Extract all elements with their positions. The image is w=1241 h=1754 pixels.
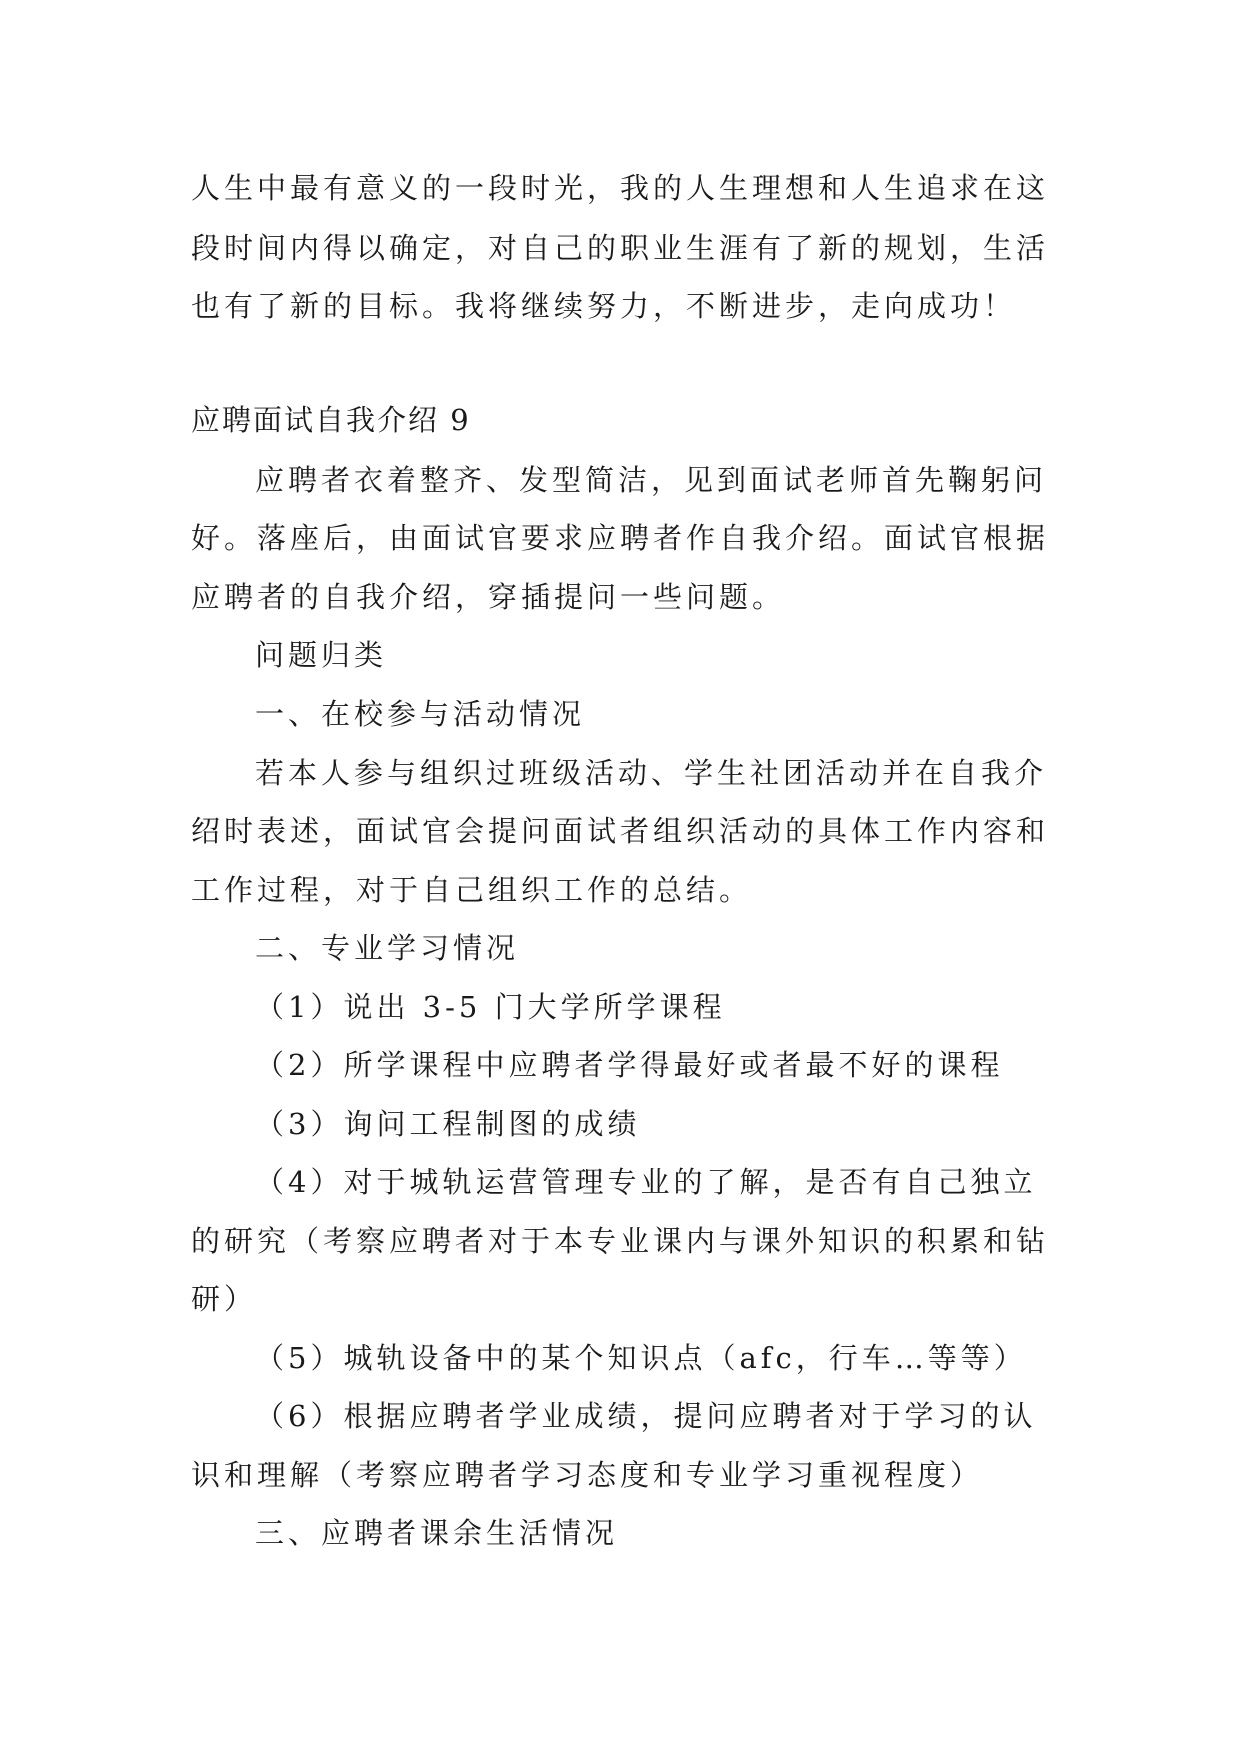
subheading: 问题归类: [255, 638, 388, 672]
paragraph-line: 应聘者衣着整齐、发型简洁，见到面试老师首先鞠躬问: [255, 463, 1048, 497]
list-item: （6）根据应聘者学业成绩，提问应聘者对于学习的认: [255, 1399, 1037, 1433]
paragraph-line: 工作过程，对于自己组织工作的总结。: [191, 873, 753, 907]
list-item: （1）说出 3-5 门大学所学课程: [255, 990, 726, 1024]
paragraph-line: 应聘者的自我介绍，穿插提问一些问题。: [191, 580, 786, 614]
paragraph-line: 绍时表述，面试官会提问面试者组织活动的具体工作内容和: [191, 814, 1050, 848]
paragraph-line: 若本人参与组织过班级活动、学生社团活动并在自我介: [255, 756, 1048, 790]
paragraph-line: 段时间内得以确定，对自己的职业生涯有了新的规划，生活: [191, 231, 1050, 265]
list-item-continuation: 的研究（考察应聘者对于本专业课内与课外知识的积累和钻: [191, 1224, 1050, 1258]
subheading: 三、应聘者课余生活情况: [255, 1516, 619, 1550]
paragraph-line: 人生中最有意义的一段时光，我的人生理想和人生追求在这: [191, 171, 1050, 205]
list-item-continuation: 研）: [191, 1282, 258, 1316]
subheading: 一、在校参与活动情况: [255, 697, 586, 731]
list-item-continuation: 识和理解（考察应聘者学习态度和专业学习重视程度）: [191, 1458, 984, 1492]
list-item: （5）城轨设备中的某个知识点（afc，行车…等等）: [255, 1341, 1027, 1375]
list-item: （3）询问工程制图的成绩: [255, 1107, 641, 1141]
list-item: （4）对于城轨运营管理专业的了解，是否有自己独立: [255, 1165, 1037, 1199]
section-heading: 应聘面试自我介绍 9: [191, 403, 471, 437]
list-item: （2）所学课程中应聘者学得最好或者最不好的课程: [255, 1048, 1004, 1082]
paragraph-line: 也有了新的目标。我将继续努力，不断进步，走向成功！: [191, 289, 1017, 323]
subheading: 二、专业学习情况: [255, 931, 520, 965]
paragraph-line: 好。落座后，由面试官要求应聘者作自我介绍。面试官根据: [191, 521, 1050, 555]
